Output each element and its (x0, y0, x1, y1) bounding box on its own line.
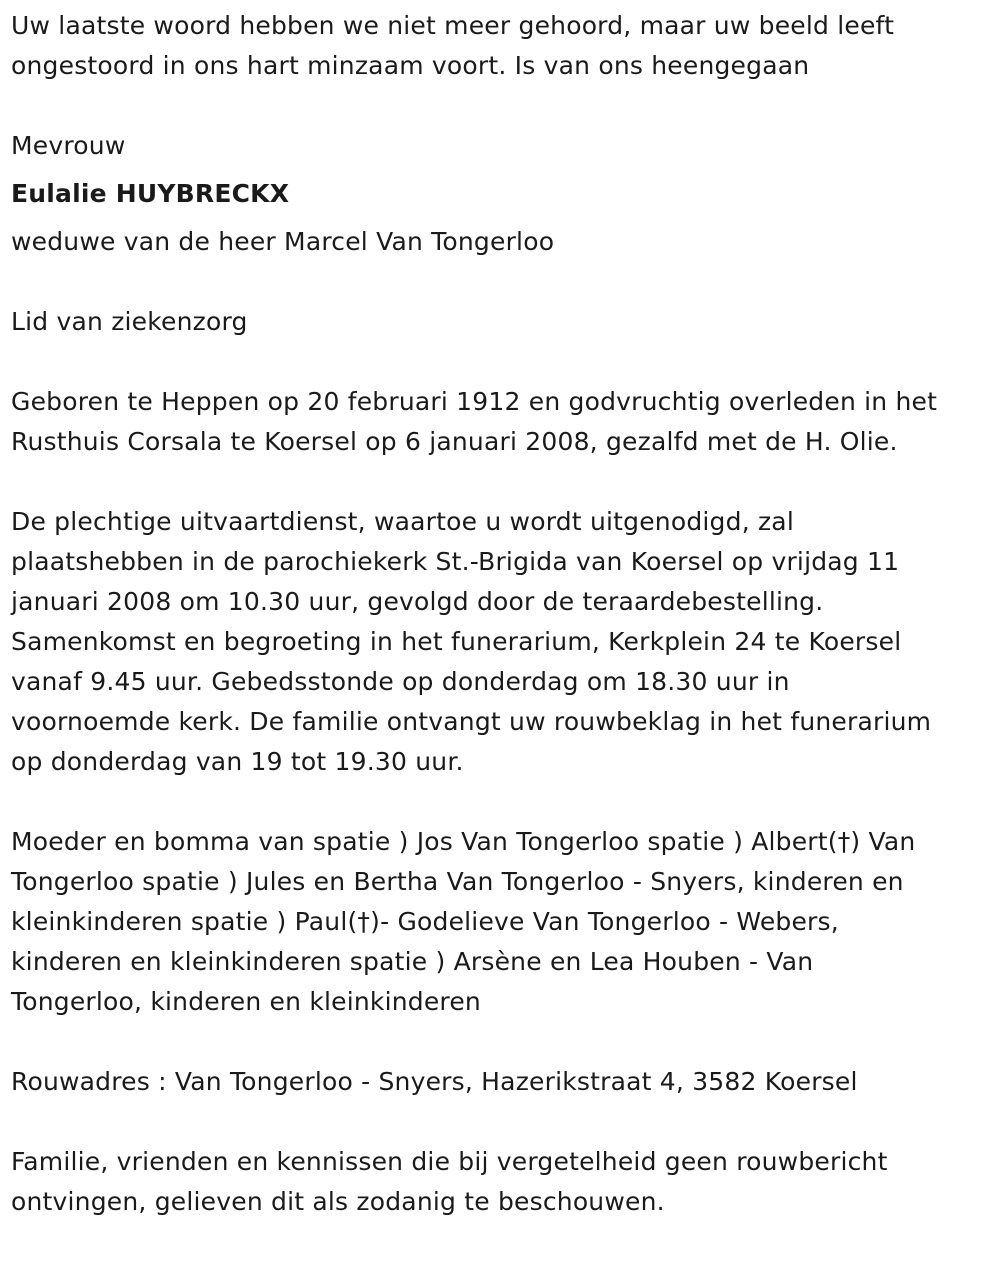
birth-paragraph (11, 382, 993, 462)
membership-text: Lid van ziekenzorg (11, 307, 248, 336)
intro-line: Uw laatste woord hebben we niet meer gehoord, maar uw beeld leeft (11, 11, 895, 40)
family-line: Tongerloo spatie ) Jules en Bertha Van Tongerloo - Snyers, kinderen en (11, 867, 904, 896)
closing-line: ontvingen, gelieven dit als zodanig te beschouwen. (11, 1187, 665, 1216)
obituary-text (11, 6, 993, 1262)
service-line: De plechtige uitvaartdienst, waartoe u wordt uitgenodigd, zal (11, 507, 794, 536)
service-paragraph (11, 502, 993, 782)
birth-line: Rusthuis Corsala te Koersel op 6 januari 2008, gezalfd met de H. Olie. (11, 427, 898, 456)
intro-paragraph (11, 6, 993, 86)
birth-line: Geboren te Heppen op 20 februari 1912 en godvruchtig overleden in het (11, 387, 938, 416)
service-line: plaatshebben in de parochiekerk St.-Brigida van Koersel op vrijdag 11 (11, 547, 900, 576)
service-line: op donderdag van 19 tot 19.30 uur. (11, 747, 464, 776)
closing-line: Familie, vrienden en kennissen die bij vergetelheid geen rouwbericht (11, 1147, 888, 1176)
widow-text: weduwe van de heer Marcel Van Tongerloo (11, 227, 555, 256)
address-text: Rouwadres : Van Tongerloo - Snyers, Hazerikstraat 4, 3582 Koersel (11, 1067, 858, 1096)
deceased-name: Eulalie HUYBRECKX (11, 179, 290, 208)
family-line: kleinkinderen spatie ) Paul(†)- Godelieve Van Tongerloo - Webers, (11, 907, 839, 936)
service-line: januari 2008 om 10.30 uur, gevolgd door de teraardebestelling. (11, 587, 824, 616)
closing-paragraph (11, 1142, 993, 1222)
family-paragraph (11, 822, 993, 1022)
title-text: Mevrouw (11, 131, 126, 160)
service-line: vanaf 9.45 uur. Gebedsstonde op donderdag om 18.30 uur in (11, 667, 790, 696)
family-line: Moeder en bomma van spatie ) Jos Van Tongerloo spatie ) Albert(†) Van (11, 827, 916, 856)
service-line: Samenkomst en begroeting in het funerarium, Kerkplein 24 te Koersel (11, 627, 902, 656)
family-line: Tongerloo, kinderen en kleinkinderen (11, 987, 481, 1016)
service-line: voornoemde kerk. De familie ontvangt uw rouwbeklag in het funerarium (11, 707, 932, 736)
intro-line: ongestoord in ons hart minzaam voort. Is van ons heengegaan (11, 51, 810, 80)
family-line: kinderen en kleinkinderen spatie ) Arsène en Lea Houben - Van (11, 947, 814, 976)
